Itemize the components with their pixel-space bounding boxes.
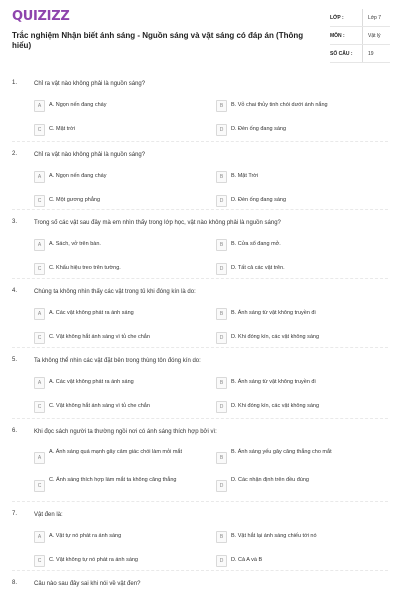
question-text: Chỉ ra vật nào không phải là nguồn sáng? (34, 81, 146, 87)
option-a[interactable] (34, 239, 189, 251)
worksheet-title: Trắc nghiệm Nhận biết ánh sáng - Nguồn sáng và vật sáng có đáp án (Thông hiểu) (12, 31, 304, 50)
question-number: 1. (12, 80, 18, 86)
question-separator (12, 278, 388, 279)
option-text: A. Ánh sáng quá mạnh gây cảm giác chói làm mỏi mắt (49, 449, 182, 455)
question-separator (12, 501, 388, 502)
option-letter-box: C (34, 263, 45, 275)
worksheet-header (0, 0, 400, 62)
question-separator (12, 418, 388, 419)
option-letter-box: D (216, 124, 227, 136)
option-letter-box: D (216, 332, 227, 344)
option-letter-box: C (34, 555, 45, 567)
option-letter-box: C (34, 195, 45, 207)
question-number: 6. (12, 428, 18, 434)
option-text: C. Ánh sáng thích hợp làm mắt ta không căng thẳng (49, 477, 177, 483)
option-text: C. Vật không hắt ánh sáng vì tủ che chắn (49, 334, 150, 340)
option-letter-box: D (216, 195, 227, 207)
option-letter-box: A (34, 100, 45, 112)
option-c[interactable] (34, 401, 189, 413)
meta-table (330, 9, 390, 63)
option-text: C. Vật không tự nó phát ra ánh sáng (49, 557, 138, 563)
option-d[interactable] (216, 476, 371, 496)
option-letter-box: A (34, 239, 45, 251)
option-text: A. Các vật không phát ra ánh sáng (49, 379, 134, 385)
option-text: B. Vỏ chai thủy tinh chói dưới ánh nắng (231, 102, 328, 108)
option-letter-box: B (216, 308, 227, 320)
meta-value: 19 (362, 45, 390, 62)
option-letter-box: B (216, 531, 227, 543)
option-d[interactable] (216, 263, 371, 275)
option-text: D. Đèn ống đang sáng (231, 197, 287, 203)
meta-row-subject (330, 27, 390, 45)
option-letter-box: A (34, 308, 45, 320)
option-a[interactable] (34, 377, 189, 389)
option-b[interactable] (216, 531, 371, 543)
option-letter-box: B (216, 377, 227, 389)
question-separator (12, 570, 388, 571)
question-number: 8. (12, 580, 18, 586)
question-text: Chỉ ra vật nào không phải là nguồn sáng? (34, 152, 146, 158)
option-d[interactable] (216, 401, 371, 413)
option-d[interactable] (216, 124, 371, 136)
question-text: Vật đen là: (34, 512, 63, 518)
option-c[interactable] (34, 555, 189, 567)
option-text: D. Khi đóng kín, các vật không sáng (231, 403, 320, 409)
option-letter-box: C (34, 480, 45, 492)
meta-row-class (330, 9, 390, 27)
option-letter-box: C (34, 124, 45, 136)
option-text: B. Vật hắt lại ánh sáng chiếu tới nó (231, 533, 317, 539)
option-text: C. Vật không hắt ánh sáng vì tủ che chắn (49, 403, 150, 409)
question-number: 5. (12, 357, 18, 363)
option-text: C. Một gương phẳng (49, 197, 101, 203)
option-a[interactable] (34, 531, 189, 543)
option-letter-box: D (216, 401, 227, 413)
question-number: 3. (12, 219, 18, 225)
option-b[interactable] (216, 100, 371, 112)
option-a[interactable] (34, 100, 189, 112)
question-text: Trong số các vật sau đây mà em nhìn thấy trong lớp học, vật nào không phải là nguồn sáng? (34, 220, 281, 226)
question-separator (12, 141, 388, 142)
option-letter-box: B (216, 100, 227, 112)
option-letter-box: A (34, 452, 45, 464)
meta-value: Lớp 7 (362, 9, 390, 26)
question-number: 7. (12, 511, 18, 517)
meta-label: LỚP : (330, 14, 344, 21)
option-text: B. Mặt Trời (231, 173, 259, 179)
meta-label: SỐ CÂU : (330, 50, 353, 57)
option-letter-box: A (34, 531, 45, 543)
question-separator (12, 209, 388, 210)
option-c[interactable] (34, 124, 189, 136)
option-letter-box: D (216, 480, 227, 492)
option-text: D. Đèn ống đang sáng (231, 126, 287, 132)
option-text: C. Mặt trời (49, 126, 75, 132)
option-text: B. Ánh sáng từ vật không truyền đi (231, 310, 316, 316)
option-text: B. Cửa sổ đang mở. (231, 241, 281, 247)
option-text: A. Vật tự nó phát ra ánh sáng (49, 533, 122, 539)
option-letter-box: D (216, 263, 227, 275)
option-c[interactable] (34, 195, 189, 207)
meta-label: MÔN : (330, 32, 345, 39)
option-c[interactable] (34, 263, 189, 275)
question-text: Khi đọc sách người ta thường ngồi nơi có ánh sáng thích hợp bởi vì: (34, 429, 217, 435)
option-letter-box: D (216, 555, 227, 567)
option-text: A. Các vật không phát ra ánh sáng (49, 310, 134, 316)
option-d[interactable] (216, 332, 371, 344)
option-letter-box: A (34, 377, 45, 389)
quizizz-logo: QUIZIZZ (12, 9, 70, 24)
option-text: A. Ngọn nến đang cháy (49, 102, 107, 108)
question-separator (12, 347, 388, 348)
option-text: A. Ngọn nến đang cháy (49, 173, 107, 179)
option-text: D. Tất cả các vật trên. (231, 265, 285, 271)
option-letter-box: B (216, 239, 227, 251)
option-letter-box: A (34, 171, 45, 183)
meta-row-count (330, 45, 390, 63)
option-b[interactable] (216, 171, 371, 183)
option-text: D. Các nhận định trên đều đúng (231, 477, 309, 483)
option-c[interactable] (34, 476, 189, 496)
option-text: A. Sách, vở trên bàn. (49, 241, 101, 247)
option-a[interactable] (34, 448, 189, 468)
question-text: Chúng ta không nhìn thấy các vật trong tủ khi đóng kín là do: (34, 289, 196, 295)
option-b[interactable] (216, 377, 371, 389)
question-text: Câu nào sau đây sai khi nói về vật đen? (34, 581, 141, 587)
option-text: C. Khẩu hiệu treo trên tường. (49, 265, 121, 271)
option-text: D. Cả A và B (231, 557, 263, 563)
option-d[interactable] (216, 555, 371, 567)
option-letter-box: B (216, 171, 227, 183)
question-number: 4. (12, 288, 18, 294)
option-b[interactable] (216, 308, 371, 320)
meta-value: Vật lý (362, 27, 390, 44)
option-c[interactable] (34, 332, 189, 344)
option-a[interactable] (34, 308, 189, 320)
question-text: Ta không thể nhìn các vật đặt bên trong thùng tôn đóng kín do: (34, 358, 201, 364)
option-b[interactable] (216, 448, 371, 468)
question-number: 2. (12, 151, 18, 157)
option-d[interactable] (216, 195, 371, 207)
option-text: B. Ánh sáng từ vật không truyền đi (231, 379, 316, 385)
option-text: B. Ánh sáng yếu gây căng thẳng cho mắt (231, 449, 332, 455)
option-b[interactable] (216, 239, 371, 251)
option-a[interactable] (34, 171, 189, 183)
option-letter-box: B (216, 452, 227, 464)
option-text: D. Khi đóng kín, các vật không sáng (231, 334, 320, 340)
option-letter-box: C (34, 332, 45, 344)
option-letter-box: C (34, 401, 45, 413)
